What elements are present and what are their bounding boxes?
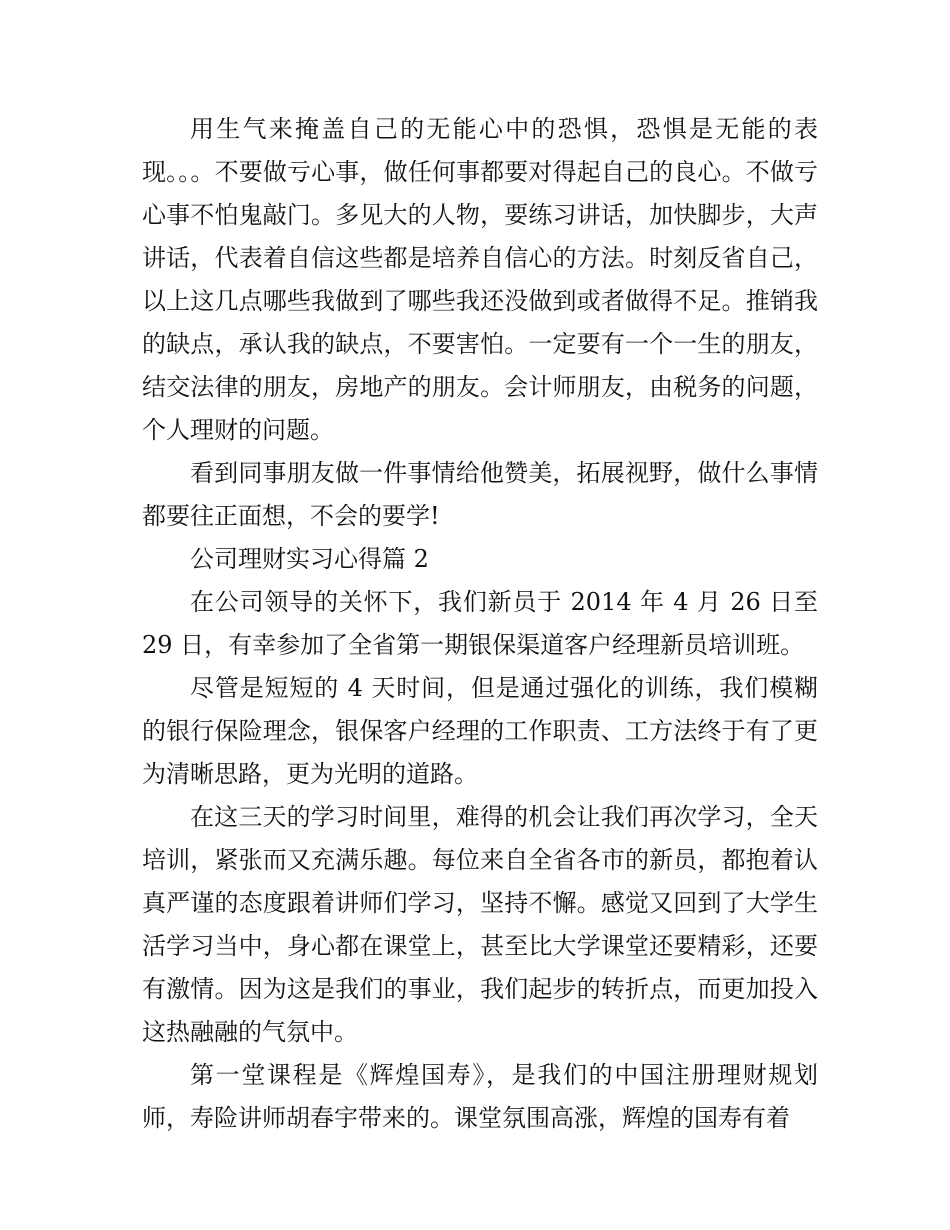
document-body <box>142 108 818 1140</box>
paragraph-1: 用生气来掩盖自己的无能心中的恐惧，恐惧是无能的表现。。。不要做亏心事，做任何事都要对得起自己的良心。不做亏心事不怕鬼敲门。多见大的人物，要练习讲话，加快脚步，大声讲话，代表着自信这些都是培养自信心的方法。时刻反省自己，以上这几点哪些我做到了哪些我还没做到或者做得不足。推销我的缺点，承认我的缺点，不要害怕。一定要有一个一生的朋友，结交法律的朋友，房地产的朋友。会计师朋友，由税务的问题，个人理财的问题。 <box>142 115 818 444</box>
paragraph-3: 在公司领导的关怀下，我们新员于 2014 年 4 月 26 日至 29 日，有幸参加了全省第一期银保渠道客户经理新员培训班。 <box>142 588 818 659</box>
paragraph-5: 在这三天的学习时间里，难得的机会让我们再次学习，全天培训，紧张而又充满乐趣。每位来自全省各市的新员，都抱着认真严谨的态度跟着讲师们学习，坚持不懈。感觉又回到了大学生活学习当中，身心都在课堂上，甚至比大学课堂还要精彩，还要有激情。因为这是我们的事业，我们起步的转折点，而更加投入这热融融的气氛中。 <box>142 803 818 1046</box>
paragraph-4: 尽管是短短的 4 天时间，但是通过强化的训练，我们模糊的银行保险理念，银保客户经理的工作职责、工方法终于有了更为清晰思路，更为光明的道路。 <box>142 674 818 788</box>
paragraph-6: 第一堂课程是《辉煌国寿》，是我们的中国注册理财规划师，寿险讲师胡春宇带来的。课堂氛围高涨，辉煌的国寿有着 <box>142 1061 818 1132</box>
section-heading: 公司理财实习心得篇 2 <box>190 545 429 573</box>
paragraph-2: 看到同事朋友做一件事情给他赞美，拓展视野，做什么事情都要往正面想，不会的要学! <box>142 459 818 530</box>
